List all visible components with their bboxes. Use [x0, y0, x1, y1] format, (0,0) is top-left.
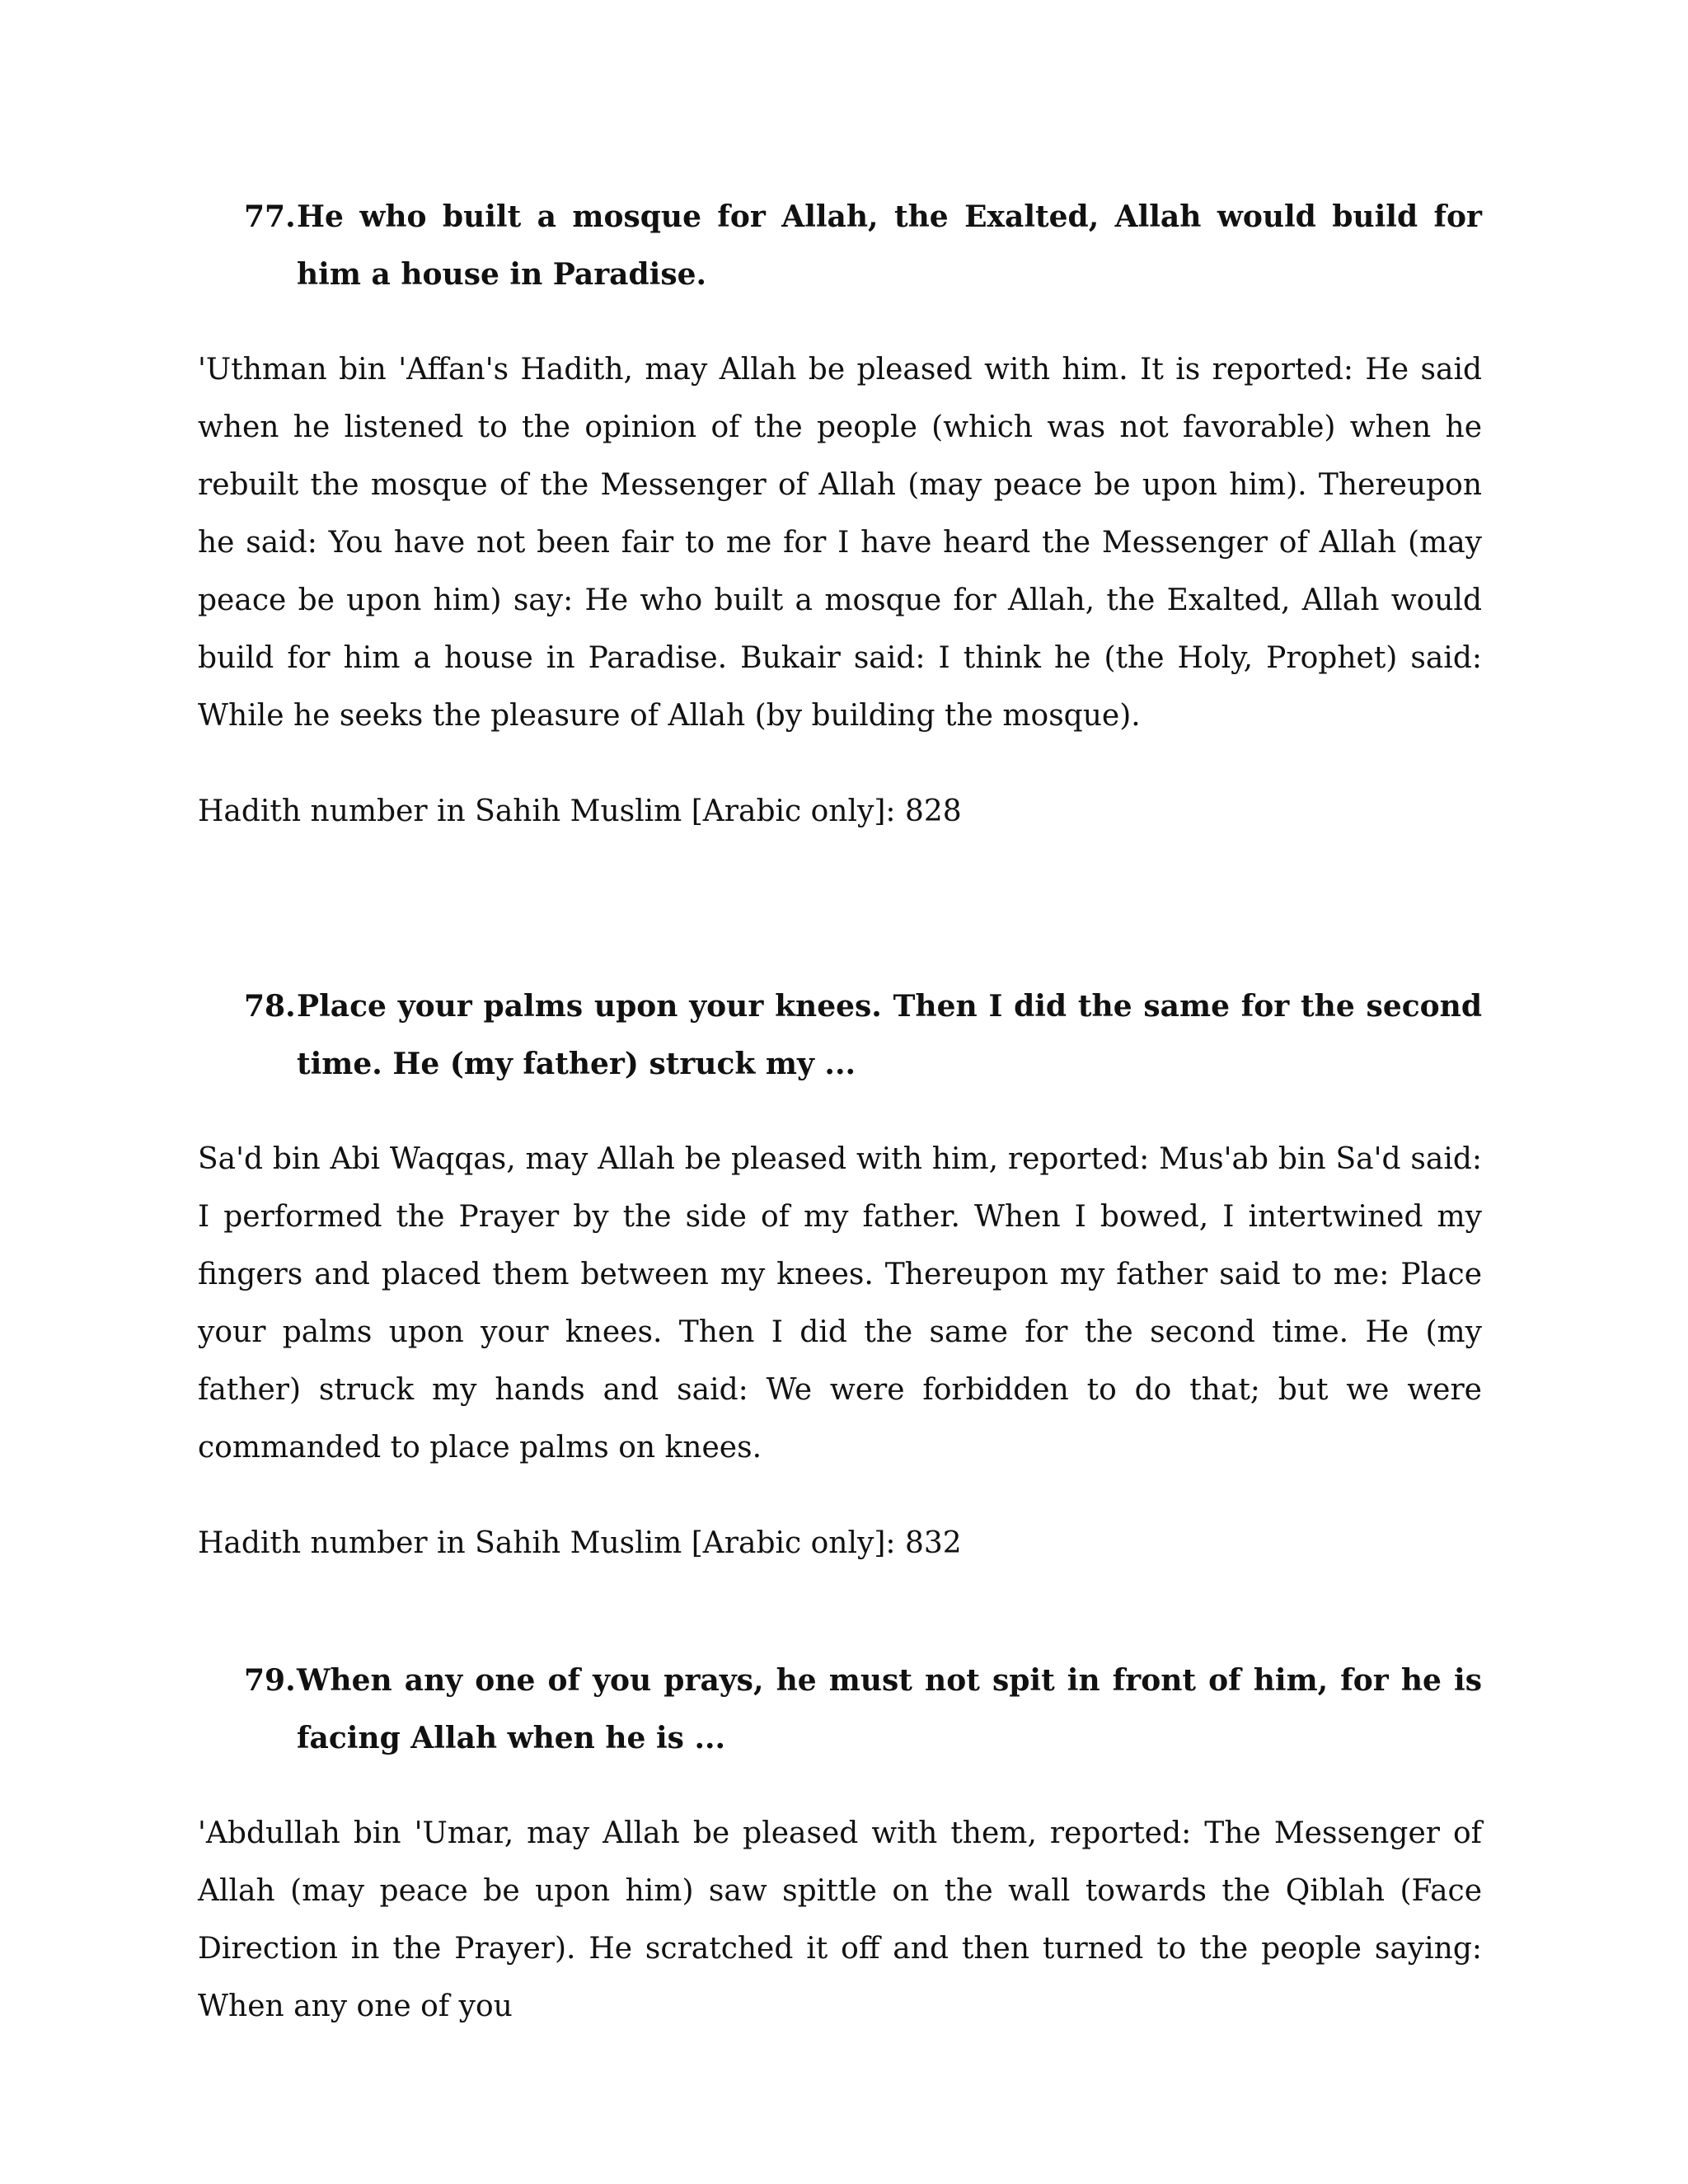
hadith-section-77 — [198, 188, 1482, 841]
hadith-title: When any one of you prays, he must not spit in front of him, for he is facing Allah when he is ... — [297, 1663, 1482, 1755]
hadith-reference: Hadith number in Sahih Muslim [Arabic only]: 832 — [198, 1526, 962, 1560]
hadith-reference: Hadith number in Sahih Muslim [Arabic only]: 828 — [198, 794, 962, 828]
hadith-heading — [198, 188, 1482, 303]
hadith-number: 78. — [244, 989, 296, 1024]
hadith-number: 77. — [244, 199, 296, 234]
hadith-heading — [198, 977, 1482, 1093]
hadith-section-79 — [198, 1652, 1482, 2036]
hadith-number: 79. — [244, 1663, 296, 1698]
hadith-heading — [198, 1652, 1482, 1767]
hadith-text: Sa'd bin Abi Waqqas, may Allah be pleased with him, reported: Mus'ab bin Sa'd said: I performed the Prayer by the side of my father. When I bowed, I intertwined my fingers and placed them between my knees. Thereupon my father said to me: Place your palms upon your knees. Then I did the same for the second time. He (my father) struck my hands and said: We were forbidden to do that; but we were commanded to place palms on knees. — [198, 1142, 1482, 1465]
hadith-text: 'Uthman bin 'Affan's Hadith, may Allah be pleased with him. It is reported: He said when he listened to the opinion of the people (which was not favorable) when he rebuilt the mosque of the Messenger of Allah (may peace be upon him). Thereupon he said: You have not been fair to me for I have heard the Messenger of Allah (may peace be upon him) say: He who built a mosque for Allah, the Exalted, Allah would build for him a house in Paradise. Bukair said: I think he (the Holy, Prophet) said: While he seeks the pleasure of Allah (by building the mosque). — [198, 353, 1482, 733]
hadith-section-78 — [198, 977, 1482, 1572]
hadith-text: 'Abdullah bin 'Umar, may Allah be pleased with them, reported: The Messenger of Allah (may peace be upon him) saw spittle on the wall towards the Qiblah (Face Direction in the Prayer). He scratched it off and then turned to the people saying: When any one of you — [198, 1816, 1482, 2023]
hadith-title: He who built a mosque for Allah, the Exalted, Allah would build for him a house in Paradise. — [297, 199, 1482, 292]
hadith-title: Place your palms upon your knees. Then I did the same for the second time. He (my father) struck my ... — [297, 989, 1482, 1081]
